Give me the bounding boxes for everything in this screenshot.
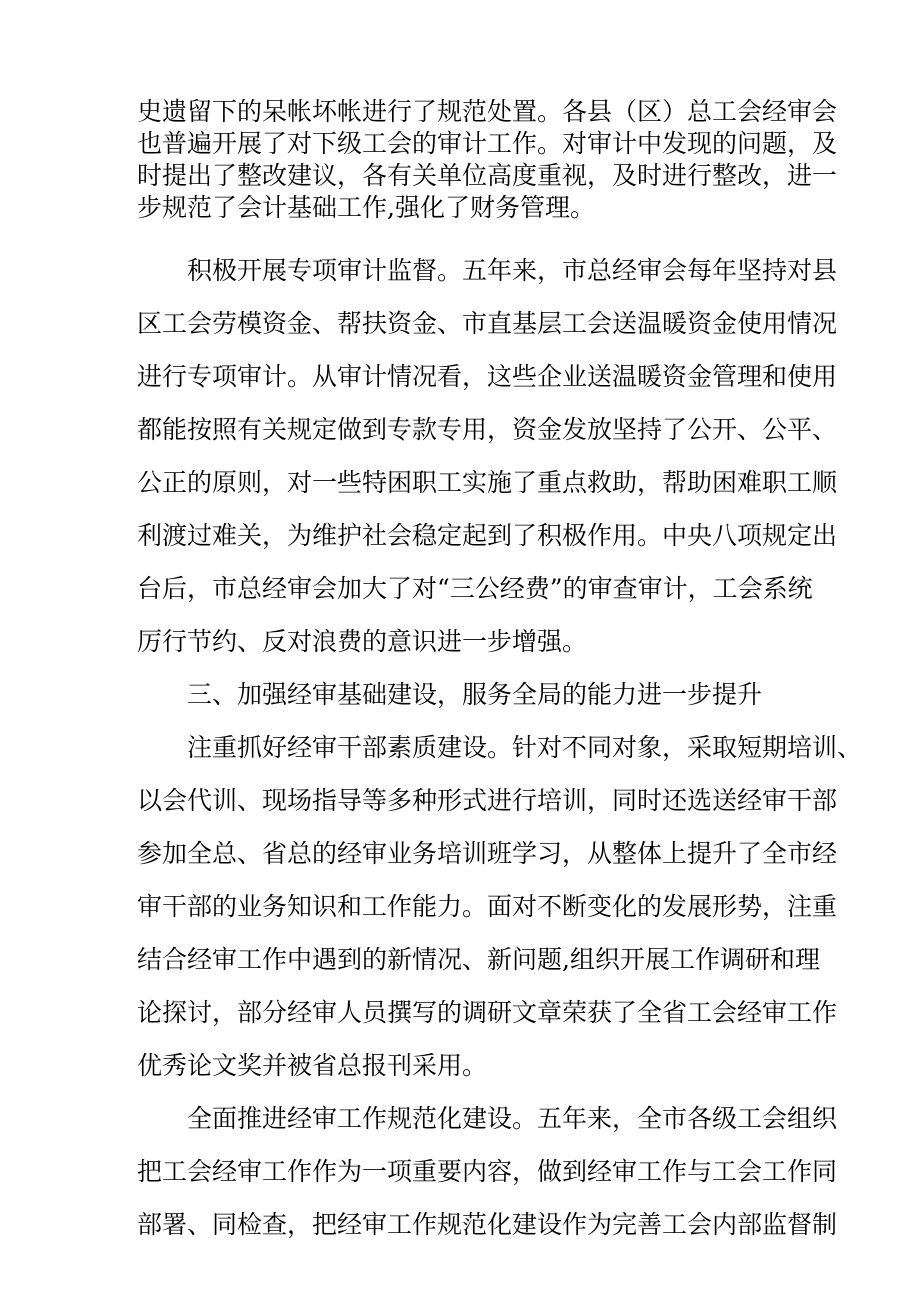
section-heading: [137, 668, 797, 721]
text-line: 论探讨，部分经审人员撰写的调研文章荣获了全省工会经审工作: [137, 998, 838, 1027]
text-line: 厉行节约、反对浪费的意识进一步增强。: [137, 627, 588, 656]
text-line: 也普遍开展了对下级工会的审计工作。对审计中发现的问题，及: [137, 129, 838, 158]
document-body: [137, 96, 863, 1251]
text-line: 以会代训、现场指导等多种形式进行培训，同时还选送经审干部: [137, 786, 838, 815]
text-line: 参加全总、省总的经审业务培训班学习，从整体上提升了全市经: [137, 839, 838, 868]
paragraph-standardization: [137, 1092, 838, 1251]
text-line: 结合经审工作中遇到的新情况、新问题,组织开展工作调研和理: [137, 945, 820, 974]
text-line: 公正的原则，对一些特困职工实施了重点救助，帮助困难职工顺: [137, 468, 838, 497]
text-line: 利渡过难关，为维护社会稳定起到了积极作用。中央八项规定出: [137, 521, 838, 550]
paragraph-continued: [137, 96, 838, 224]
text-line: 台后，市总经审会加大了对“三公经费”的审查审计，工会系统: [137, 574, 813, 603]
text-line: 优秀论文奖并被省总报刊采用。: [137, 1051, 488, 1080]
paragraph-special-audit: [137, 244, 838, 668]
text-line: 区工会劳模资金、帮扶资金、市直基层工会送温暖资金使用情况: [137, 309, 838, 338]
text-line: 史遗留下的呆帐坏帐进行了规范处置。各县（区）总工会经审会: [137, 97, 838, 126]
text-line: 进行专项审计。从审计情况看，这些企业送温暖资金管理和使用: [137, 362, 838, 391]
paragraph-staff-quality: [137, 721, 863, 1092]
text-line: 时提出了整改建议，各有关单位高度重视，及时进行整改，进一: [137, 161, 838, 190]
section-heading-text: 三、加强经审基础建设，服务全局的能力进一步提升: [187, 680, 763, 709]
text-line: 审干部的业务知识和工作能力。面对不断变化的发展形势，注重: [137, 892, 838, 921]
text-line: 部署、同检查，把经审工作规范化建设作为完善工会内部监督制: [137, 1210, 838, 1239]
text-line: 注重抓好经审干部素质建设。针对不同对象，采取短期培训、: [187, 733, 863, 762]
text-line: 都能按照有关规定做到专款专用，资金发放坚持了公开、公平、: [137, 415, 838, 444]
text-line: 积极开展专项审计监督。五年来，市总经审会每年坚持对县: [187, 256, 838, 285]
text-line: 步规范了会计基础工作,强化了财务管理。: [137, 193, 595, 222]
text-line: 把工会经审工作作为一项重要内容，做到经审工作与工会工作同: [137, 1157, 838, 1186]
text-line: 全面推进经审工作规范化建设。五年来，全市各级工会组织: [187, 1104, 838, 1133]
